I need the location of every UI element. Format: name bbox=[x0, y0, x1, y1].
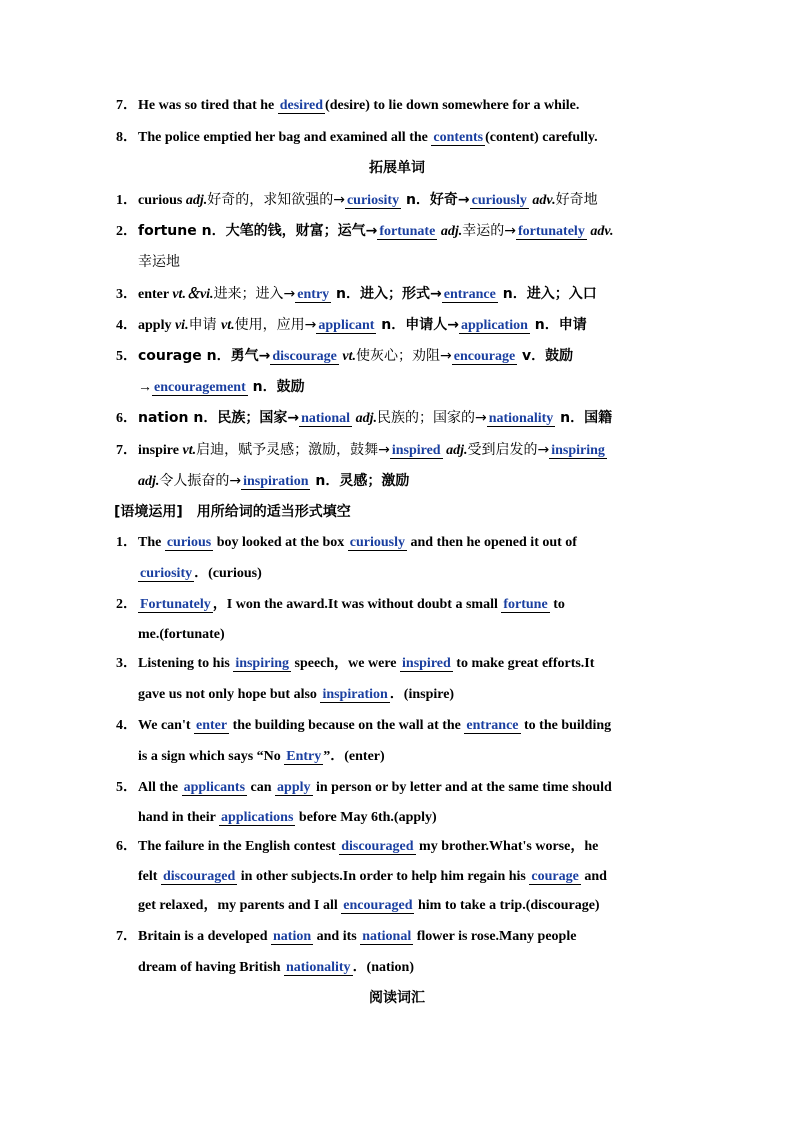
word-item-2: 2．fortune n．大笔的钱，财富；运气→ fortunate adj.幸运的→ fortunately adv. bbox=[116, 223, 614, 239]
exercise-6-cont2: get relaxed，my parents and I all encouraged him to take a trip.(discourage) bbox=[138, 898, 600, 913]
sentence-8: 8．The police emptied her bag and examined all the contents (content) carefully. bbox=[116, 128, 598, 148]
exercise-3-cont: gave us not only hope but also inspiration ．(inspire) bbox=[138, 687, 455, 702]
exercise-7-cont: dream of having British nationality ．(nation) bbox=[138, 960, 415, 975]
exercise-5: 5．All the applicants can apply in person or by letter and at the same time should bbox=[116, 780, 612, 795]
exercise-3: 3．Listening to his inspiring speech，we were inspired to make great efforts.It bbox=[116, 656, 595, 671]
exercise-4: 4．We can't enter the building because on the wall at the entrance to the building bbox=[116, 718, 612, 733]
word-item-7: 7．inspire vt.启迪，赋予灵感；激励，鼓舞→ inspired adj.受到启发的→ inspiring bbox=[116, 442, 605, 458]
word-item-2-cont: 幸运地 bbox=[138, 254, 180, 270]
exercise-2: 2． Fortunately ，I won the award.It was without doubt a small fortune to bbox=[116, 597, 565, 612]
word-item-3: 3．enter vt.＆vi.进来；进入→ entry n．进入；形式→ entrance n．进入；入口 bbox=[116, 286, 597, 302]
exercise-5-cont: hand in their applications before May 6th.(apply) bbox=[138, 810, 437, 825]
word-item-1: 1．curious adj.好奇的，求知欲强的→ curiosity n．好奇→ curiously adv.好奇地 bbox=[116, 192, 598, 208]
exercise-6-cont: felt discouraged in other subjects.In order to help him regain his courage and bbox=[138, 869, 607, 884]
exercise-1: 1．The curious boy looked at the box curiously and then he opened it out of bbox=[116, 535, 577, 550]
word-item-6: 6．nation n．民族；国家→ national adj.民族的；国家的→ nationality n．国籍 bbox=[116, 410, 613, 426]
heading-expand-words: 拓展单词 bbox=[369, 160, 425, 176]
exercise-4-cont: is a sign which says “No Entry ”．(enter) bbox=[138, 749, 385, 764]
word-item-7-cont: adj.令人振奋的→ inspiration n．灵感；激励 bbox=[138, 473, 410, 489]
item-number: 7． bbox=[116, 98, 137, 113]
word-item-4: 4．apply vi.申请 vt.使用，应用→ applicant n．申请人→ application n．申请 bbox=[116, 317, 587, 333]
section-title: [语境运用] 用所给词的适当形式填空 bbox=[114, 504, 351, 520]
sentence-7: 7．He was so tired that he desired (desire) to lie down somewhere for a while. bbox=[116, 96, 579, 116]
exercise-7: 7．Britain is a developed nation and its national flower is rose.Many people bbox=[116, 929, 577, 944]
item-number: 8． bbox=[116, 130, 137, 145]
word-item-5: 5．courage n．勇气→ discourage vt.使灰心；劝阻→ encourage v．鼓励 bbox=[116, 348, 574, 364]
exercise-6: 6．The failure in the English contest discouraged my brother.What's worse，he bbox=[116, 839, 599, 854]
exercise-1-cont: curiosity ．(curious) bbox=[140, 566, 262, 581]
exercise-2-cont: me.(fortunate) bbox=[138, 627, 225, 642]
word-item-5-cont: → encouragement n．鼓励 bbox=[138, 379, 305, 395]
heading-reading-vocab: 阅读词汇 bbox=[369, 990, 425, 1006]
answer-blank: desired bbox=[279, 98, 324, 113]
answer-blank: contents bbox=[433, 130, 484, 145]
